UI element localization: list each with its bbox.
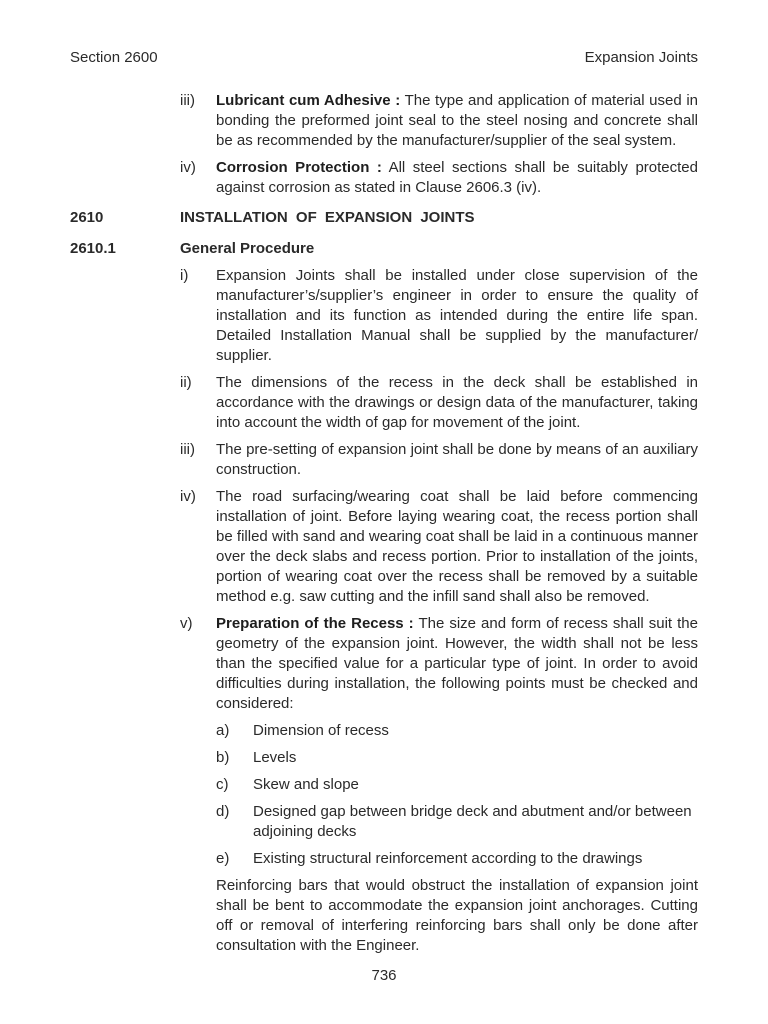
- item-number: i): [180, 267, 189, 284]
- item-body: The size and form of recess shall suit the geometry of the expansion joint. However, the width shall not be less than the specified value for a particular type of joint. In order to avoid difficulties during installation, the following points must be checked and considered:: [216, 615, 698, 712]
- item-number: v): [180, 615, 193, 632]
- running-header-left: Section 2600: [70, 49, 158, 66]
- section-heading: [0, 208, 768, 228]
- list-item: [0, 614, 768, 714]
- sub-item-text: Designed gap between bridge deck and abutment and/or between adjoining decks: [253, 803, 692, 840]
- running-header-right: Expansion Joints: [584, 49, 698, 66]
- list-item: [0, 373, 768, 433]
- sub-item-letter: d): [216, 803, 230, 820]
- page-content: [0, 91, 768, 956]
- item-number: iii): [180, 92, 195, 109]
- list-item: [0, 158, 768, 198]
- item-heading: Lubricant cum Adhesive :: [216, 92, 401, 109]
- sub-item-letter: c): [216, 776, 229, 793]
- item-text: The road surfacing/wearing coat shall be laid before commencing installation of joint. Before laying wearing coat, the recess portion shall be filled with sand and wearing coat shall be laid in a continuous manner over the deck slabs and recess portion. Prior to installation of the joints, portion of wearing coat over the recess shall be removed by a suitable method e.g. saw cutting and the infill sand shall also be removed.: [216, 488, 698, 605]
- sub-item-letter: b): [216, 749, 230, 766]
- sub-item-letter: e): [216, 850, 230, 867]
- item-heading: Preparation of the Recess :: [216, 615, 414, 632]
- closing-paragraph: Reinforcing bars that would obstruct the installation of expansion joint shall be bent to accommodate the expansion joint anchorages. Cutting off or removal of interfering reinforcing bars shall only be done after consultation with the Engineer.: [216, 877, 698, 954]
- sub-list-item: [0, 748, 768, 768]
- page-number: 736: [371, 967, 397, 984]
- sub-list-item: [0, 802, 768, 842]
- item-text: The pre-setting of expansion joint shall be done by means of an auxiliary construction.: [216, 441, 698, 478]
- sub-item-text: Dimension of recess: [253, 722, 389, 739]
- subsection-title: General Procedure: [180, 240, 315, 257]
- sub-item-text: Existing structural reinforcement according to the drawings: [253, 850, 643, 867]
- item-body: All steel sections shall be suitably protected against corrosion as stated in Clause 2606.3 (iv).: [216, 159, 698, 196]
- item-number: iv): [180, 488, 196, 505]
- item-number: iv): [180, 159, 196, 176]
- subsection-number: 2610.1: [70, 240, 116, 257]
- item-text: [216, 614, 698, 714]
- sub-item-letter: a): [216, 722, 230, 739]
- list-item: [0, 440, 768, 480]
- item-body: The type and application of material used in bonding the preformed joint seal to the steel nosing and concrete shall be as recommended by the manufacturer/supplier of the seal system.: [216, 92, 699, 149]
- item-heading: Corrosion Protection :: [216, 159, 382, 176]
- section-number: 2610: [70, 209, 104, 226]
- list-item: [0, 266, 768, 366]
- item-text: Expansion Joints shall be installed under close supervision of the manufacturer’s/supplier’s engineer in order to ensure the quality of installation and its function as intended during the entire life span. Detailed Installation Manual shall be supplied by the manufacturer/ supplier.: [216, 267, 698, 364]
- sub-item-text: Skew and slope: [253, 776, 359, 793]
- section-title: INSTALLATION OF EXPANSION JOINTS: [180, 209, 475, 226]
- item-number: ii): [180, 374, 192, 391]
- sub-list-item: [0, 721, 768, 741]
- sub-list-item: [0, 849, 768, 869]
- sub-list-item: [0, 775, 768, 795]
- item-text: [216, 91, 698, 151]
- list-item: [0, 487, 768, 607]
- item-text: [216, 158, 698, 198]
- item-number: iii): [180, 441, 195, 458]
- list-item: [0, 91, 768, 151]
- subsection-heading: [0, 239, 768, 259]
- item-text: The dimensions of the recess in the deck shall be established in accordance with the drawings or design data of the manufacturer, taking into account the width of gap for movement of the joint.: [216, 374, 698, 431]
- sub-item-text: Levels: [253, 749, 297, 766]
